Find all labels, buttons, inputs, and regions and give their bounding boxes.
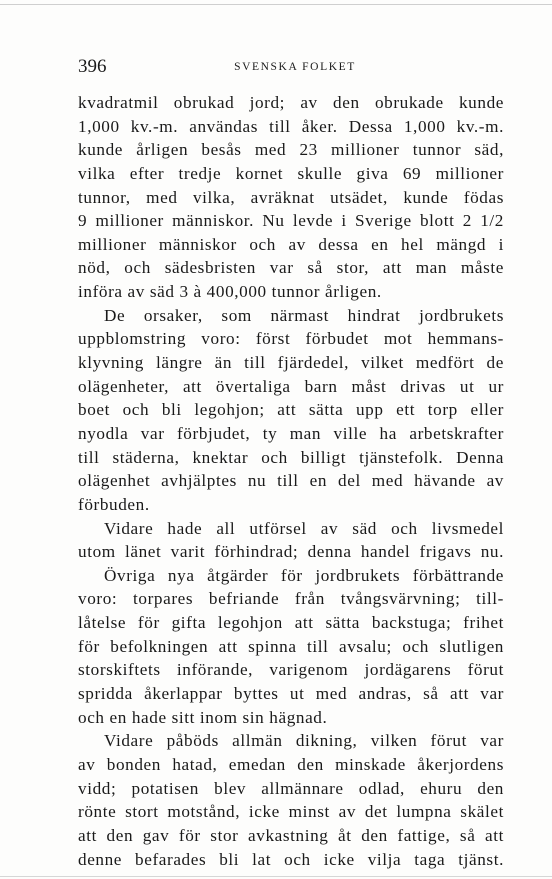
text-line: De orsaker, som närmast hindrat jordbrukets	[104, 305, 504, 325]
text-line: klyvning längre än till fjärdedel, vilket medfört de	[78, 353, 504, 373]
text-line: Vidare påböds allmän dikning, vilken förut var	[104, 731, 504, 751]
text-line: till städerna, knektar och billigt tjänstefolk. Denna	[78, 447, 504, 467]
text-line: boet och bli legohjon; att sätta upp ett torp eller	[78, 400, 504, 420]
text-line: voro: torpares befriande från tvångsvärvning; till-	[78, 589, 504, 609]
text-line: Vidare hade all utförsel av säd och livsmedel	[104, 518, 504, 538]
page-header	[78, 55, 504, 79]
text-line: uppblomstring voro: först förbudet mot hemmans-	[78, 329, 504, 349]
text-line: låtelse för gifta legohjon att sätta backstuga; frihet	[78, 613, 504, 633]
text-line: för befolkningen att spinna till avsalu; och slutligen	[78, 636, 504, 656]
paragraph-2	[78, 304, 504, 517]
text-line: 9 millioner människor. Nu levde i Sverige blott 2 1/2	[78, 211, 504, 231]
text-line: 1,000 kv.-m. användas till åker. Dessa 1,000 kv.-m.	[78, 116, 504, 136]
text-line: nöd, och sädesbristen var så stor, att man måste	[78, 258, 504, 278]
text-line: och en hade sitt inom sin hägnad.	[78, 707, 328, 727]
text-line: utom länet varit förhindrad; denna handel frigavs nu.	[78, 542, 504, 562]
text-line: rönte stort motstånd, icke minst av det lumpna skälet	[78, 802, 504, 822]
text-line: förbuden.	[78, 494, 150, 514]
text-line: kunde årligen besås med 23 millioner tunnor säd,	[78, 140, 504, 160]
running-title: SVENSKA FOLKET	[234, 61, 356, 73]
paragraph-4	[78, 564, 504, 729]
paragraph-1	[78, 91, 504, 304]
paragraph-3	[78, 517, 504, 564]
text-line: att den gav för stor avkastning åt den fattige, så att	[78, 825, 504, 845]
text-line: Övriga nya åtgärder för jordbrukets förbättrande	[104, 565, 504, 585]
text-line: kvadratmil obrukad jord; av den obrukade kunde	[78, 93, 504, 112]
text-line: olägenhet avhjälptes nu till en del med hävande av	[78, 471, 504, 491]
body-text	[78, 91, 504, 871]
text-line: vilka efter tredje kornet skulle giva 69 millioner	[78, 163, 504, 183]
text-line: vidd; potatisen blev allmännare odlad, ehuru den	[78, 778, 504, 798]
text-line: millioner människor och av dessa en hel mängd i	[78, 234, 504, 254]
paragraph-5	[78, 729, 504, 871]
text-line: införa av säd 3 à 400,000 tunnor årligen.	[78, 282, 382, 302]
text-line: av bonden hatad, emedan den minskade åkerjordens	[78, 754, 504, 774]
page-number: 396	[78, 56, 107, 77]
text-line: nyodla var förbjudet, ty man ville ha arbetskrafter	[78, 423, 504, 443]
text-line: spridda åkerlappar byttes ut med andras, så att var	[78, 684, 504, 704]
text-line: olägenheter, att övertaliga barn måst drivas ut ur	[78, 376, 504, 396]
bottom-edge-line	[0, 876, 552, 877]
text-line: denne befarades bli lat och icke vilja taga tjänst.	[78, 849, 504, 869]
top-edge-line	[0, 4, 552, 5]
text-line: storskiftets införande, varigenom jordägarens förut	[78, 660, 504, 680]
text-line: tunnor, med vilka, avräknat utsädet, kunde födas	[78, 187, 504, 207]
